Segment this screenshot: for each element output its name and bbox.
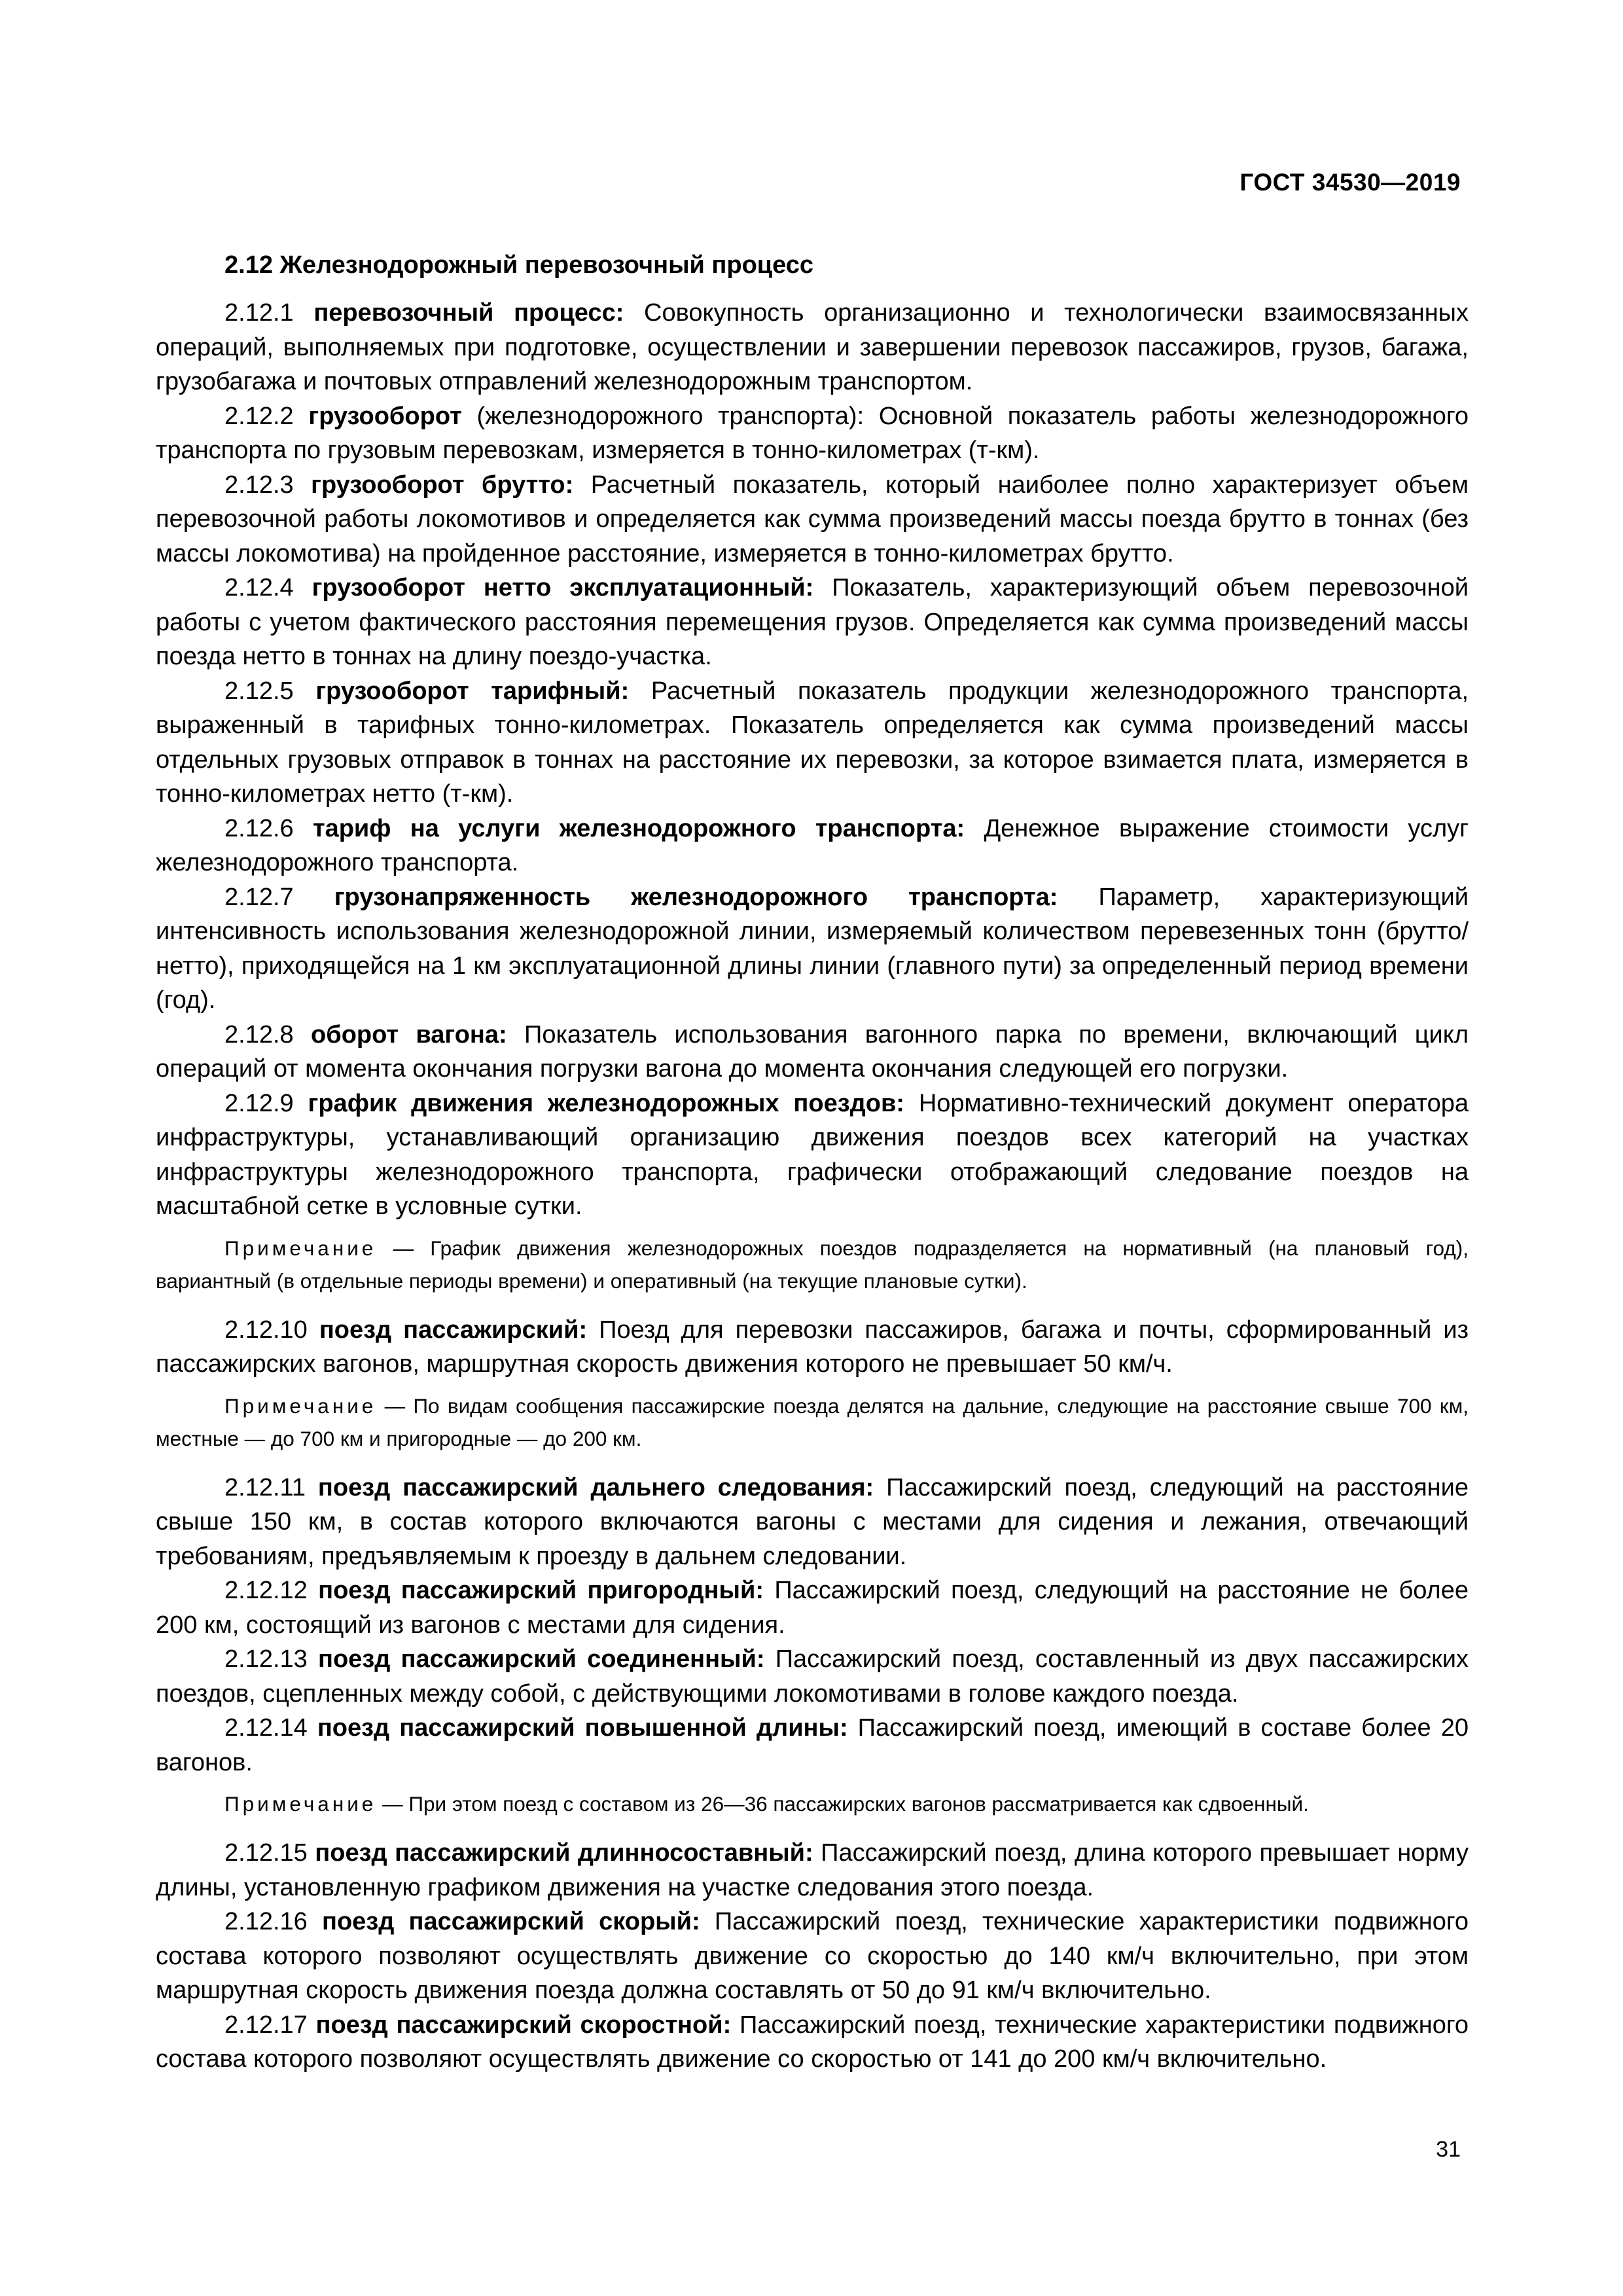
note — [156, 1787, 1469, 1820]
term-definition: Пассажирский поезд, составленный из двух пассажирских поездов, сцепленных между собой, с действующими локомотивами в голове каждого поезда. — [156, 1645, 1469, 1708]
term-entry — [156, 812, 1469, 880]
term-number: 2.12.6 — [224, 814, 294, 842]
note-label: Примечание — [224, 1792, 377, 1816]
term-entry — [156, 1018, 1469, 1086]
term-definition: Параметр, характеризующий интенсивность использования железнодорожной линии, измеряемый количеством перевезенных тонн (брутто/нетто), приходящейся на 1 км эксплуатационной длины линии (главного пути) за определенный период времени (год). — [156, 883, 1469, 1014]
note-text: — График движения железнодорожных поездов подразделяется на нормативный (на плановый год), вариантный (в отдельные периоды времени) и оперативный (на текущие плановые сутки). — [156, 1236, 1469, 1293]
term-definition: Пассажирский поезд, технические характеристики подвижного состава которого позволяют осуществлять движение со скоростью от 141 до 200 км/ч включительно. — [156, 2011, 1469, 2073]
term-definition: Расчетный показатель, который наиболее полно характеризует объем перевозочной работы локомотивов и определяется как сумма произведений массы поезда брутто в тоннах (без массы локомотива) на пройденное расстояние, измеряется в тонно-километрах брутто. — [156, 471, 1469, 567]
term-number: 2.12.17 — [224, 2011, 308, 2039]
term-name: грузонапряженность железнодорожного транспорта: — [334, 883, 1058, 911]
term-number: 2.12.5 — [224, 677, 294, 705]
term-name: тариф на услуги железнодорожного транспорта: — [312, 814, 965, 842]
term-definition: Пассажирский поезд, имеющий в составе более 20 вагонов. — [156, 1714, 1469, 1776]
term-entry — [156, 880, 1469, 1018]
term-entry — [156, 1642, 1469, 1711]
term-number: 2.12.11 — [224, 1473, 306, 1501]
term-number: 2.12.3 — [224, 471, 294, 499]
term-definition: (железнодорожного транспорта): Основной показатель работы железнодорожного транспорта по грузовым перевозкам, измеряется в тонно-километрах (т-км). — [156, 402, 1469, 464]
term-definition: Нормативно-технический документ оператора инфраструктуры, устанавливающий организацию движения поездов всех категорий на участках инфраструктуры железнодорожного транспорта, графически отображающий следование поездов на масштабной сетке в условные сутки. — [156, 1089, 1469, 1220]
term-name: перевозочный процесс: — [313, 299, 624, 327]
term-definition: Совокупность организационно и технологически взаимосвязанных операций, выполняемых при подготовке, осуществлении и завершении перевозок пассажиров, грузов, багажа, грузобагажа и почтовых отправлений железнодорожным транспортом. — [156, 299, 1469, 395]
term-number: 2.12.2 — [224, 402, 294, 430]
term-name: грузооборот брутто: — [311, 471, 574, 499]
term-definition: Показатель использования вагонного парка по времени, включающий цикл операций от момента окончания погрузки вагона до момента окончания следующей его погрузки. — [156, 1020, 1469, 1083]
note-text: — При этом поезд с составом из 26—36 пассажирских вагонов рассматривается как сдвоенный. — [382, 1792, 1309, 1816]
term-name: оборот вагона: — [311, 1020, 507, 1049]
term-entry — [156, 674, 1469, 812]
term-name: поезд пассажирский скорый: — [322, 1908, 700, 1935]
term-name: поезд пассажирский: — [319, 1316, 588, 1344]
note-label: Примечание — [224, 1393, 377, 1418]
document-code: ГОСТ 34530—2019 — [1240, 169, 1461, 196]
term-name: поезд пассажирский соединенный: — [318, 1645, 765, 1673]
note-text: — По видам сообщения пассажирские поезда делятся на дальние, следующие на расстояние свыше 700 км, местные — до 700 км и пригородные — до 200 км. — [156, 1393, 1469, 1450]
term-definition: Денежное выражение стоимости услуг железнодорожного транспорта. — [156, 814, 1469, 876]
term-entry — [156, 2008, 1469, 2077]
page-body — [156, 247, 1469, 2077]
term-name: поезд пассажирский длинносоставный: — [315, 1839, 813, 1867]
term-entry — [156, 1836, 1469, 1905]
term-name: грузооборот — [308, 402, 462, 430]
page-number: 31 — [1436, 2137, 1461, 2162]
term-number: 2.12.14 — [224, 1714, 308, 1742]
term-entry — [156, 1711, 1469, 1780]
term-name: поезд пассажирский скоростной: — [315, 2011, 732, 2039]
term-definition: Расчетный показатель продукции железнодорожного транспорта, выраженный в тарифных тонно-километрах. Показатель определяется как сумма произведений массы отдельных грузовых отправок в тоннах на расстояние их перевозки, за которое взимается плата, измеряется в тонно-километрах нетто (т-км). — [156, 677, 1469, 808]
term-entry — [156, 571, 1469, 674]
term-number: 2.12.13 — [224, 1645, 308, 1673]
term-entry — [156, 1086, 1469, 1224]
term-number: 2.12.12 — [224, 1577, 308, 1604]
term-definition: Пассажирский поезд, следующий на расстояние не более 200 км, состоящий из вагонов с местами для сидения. — [156, 1577, 1469, 1639]
term-name: поезд пассажирский пригородный: — [318, 1577, 764, 1604]
term-number: 2.12.16 — [224, 1908, 308, 1935]
term-number: 2.12.7 — [224, 883, 294, 911]
term-definition: Пассажирский поезд, технические характеристики подвижного состава которого позволяют осуществлять движение со скоростью до 140 км/ч включительно, при этом маршрутная скорость движения поезда должна составлять от 50 до 91 км/ч включительно. — [156, 1908, 1469, 2004]
term-entry — [156, 399, 1469, 468]
term-name: график движения железнодорожных поездов: — [308, 1089, 904, 1117]
term-definition: Поезд для перевозки пассажиров, багажа и почты, сформированный из пассажирских вагонов, маршрутная скорость движения которого не превышает 50 км/ч. — [156, 1316, 1469, 1378]
term-name: поезд пассажирский повышенной длины: — [317, 1714, 848, 1742]
term-name: грузооборот нетто эксплуатационный: — [312, 574, 814, 601]
term-number: 2.12.9 — [224, 1089, 294, 1117]
section-title: 2.12 Железнодорожный перевозочный процесс — [224, 251, 814, 279]
term-number: 2.12.1 — [224, 299, 294, 327]
note — [156, 1232, 1469, 1297]
term-entry — [156, 468, 1469, 571]
term-definition: Пассажирский поезд, следующий на расстояние свыше 150 км, в состав которого включаются вагоны с местами для сидения и лежания, отвечающий требованиям, предъявляемым к проезду в дальнем следовании. — [156, 1473, 1469, 1570]
note — [156, 1390, 1469, 1455]
term-entry — [156, 1471, 1469, 1574]
term-entry — [156, 1573, 1469, 1642]
term-entry — [156, 296, 1469, 399]
term-number: 2.12.10 — [224, 1316, 308, 1344]
term-definition: Показатель, характеризующий объем перевозочной работы с учетом фактического расстояния перемещения грузов. Определяется как сумма произведений массы поезда нетто в тоннах на длину поездо-участка. — [156, 574, 1469, 670]
term-number: 2.12.8 — [224, 1020, 294, 1049]
term-name: грузооборот тарифный: — [315, 677, 630, 705]
term-number: 2.12.15 — [224, 1839, 308, 1867]
term-entry — [156, 1905, 1469, 2008]
term-number: 2.12.4 — [224, 574, 294, 601]
term-definition: Пассажирский поезд, длина которого превышает норму длины, установленную графиком движения на участке следования этого поезда. — [156, 1839, 1469, 1901]
term-name: поезд пассажирский дальнего следования: — [317, 1473, 874, 1501]
term-entry — [156, 1313, 1469, 1382]
note-label: Примечание — [224, 1236, 377, 1260]
